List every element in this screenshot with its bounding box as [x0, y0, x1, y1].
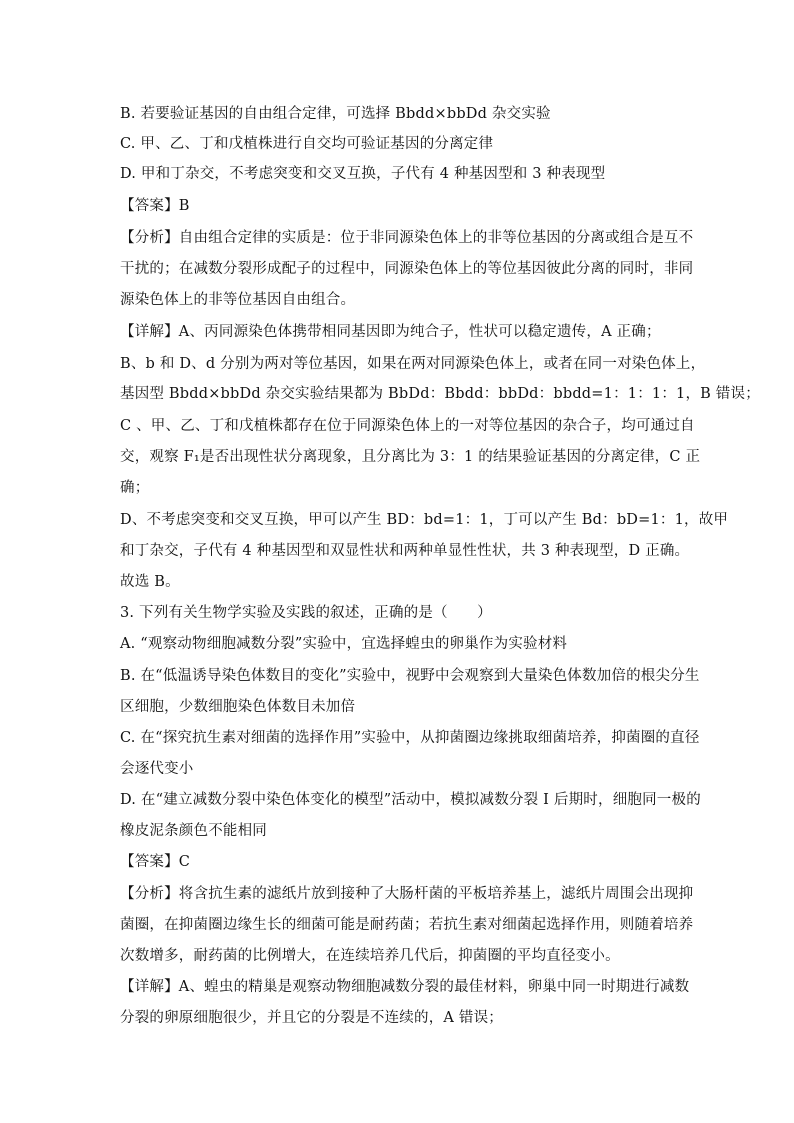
- answer-line: 【答案】B: [120, 198, 190, 214]
- q3-option-c-line-1: C. 在“探究抗生素对细菌的选择作用”实验中，从抑菌圈边缘挑取细菌培养，抑菌圈的直径: [120, 730, 700, 746]
- q3-answer-line: 【答案】C: [120, 854, 191, 870]
- q3-detail-line-1: 【详解】A、蝗虫的精巢是观察动物细胞减数分裂的最佳材料，卵巢中同一时期进行减数: [120, 979, 690, 995]
- detail-line-6: 确；: [120, 480, 150, 496]
- analysis-line-3: 源染色体上的非等位基因自由组合。: [120, 292, 356, 308]
- detail-line-2: B、b 和 D、d 分别为两对等位基因，如果在两对同源染色体上，或者在同一对染色体上，: [120, 356, 706, 372]
- conclusion-line: 故选 B。: [120, 574, 180, 590]
- analysis-line-2: 干扰的；在减数分裂形成配子的过程中，同源染色体上的等位基因彼此分离的同时，非同: [120, 261, 694, 277]
- detail-line-3: 基因型 Bbdd×bbDd 杂交实验结果都为 BbDd：Bbdd：bbDd：bbdd=1：1：1：1，B 错误；: [120, 386, 760, 402]
- detail-line-1: 【详解】A、丙同源染色体携带相同基因即为纯合子，性状可以稳定遗传，A 正确；: [120, 324, 661, 340]
- q3-option-b-line-1: B. 在“低温诱导染色体数目的变化”实验中，视野中会观察到大量染色体数加倍的根尖分生: [120, 668, 700, 684]
- q3-option-c-line-2: 会逐代变小: [120, 761, 194, 777]
- analysis-line-1: 【分析】自由组合定律的实质是：位于非同源染色体上的非等位基因的分离或组合是互不: [120, 230, 694, 246]
- q3-analysis-line-3: 次数增多，耐药菌的比例增大，在连续培养几代后，抑菌圈的平均直径变小。: [120, 948, 620, 964]
- option-d-line: D. 甲和丁杂交，不考虑突变和交叉互换，子代有 4 种基因型和 3 种表现型: [120, 166, 606, 182]
- option-c-line: C. 甲、乙、丁和戊植株进行自交均可验证基因的分离定律: [120, 136, 494, 152]
- q3-option-b-line-2: 区细胞，少数细胞染色体数目未加倍: [120, 699, 356, 715]
- question-3-stem: 3. 下列有关生物学实验及实践的叙述，正确的是（ ）: [120, 605, 492, 621]
- detail-line-7: D、不考虑突变和交叉互换，甲可以产生 BD：bd=1：1，丁可以产生 Bd：bD=1：1，故甲: [120, 512, 729, 528]
- q3-option-d-line-2: 橡皮泥条颜色不能相同: [120, 823, 267, 839]
- q3-analysis-line-1: 【分析】将含抗生素的滤纸片放到接种了大肠杆菌的平板培养基上，滤纸片周围会出现抑: [120, 886, 694, 902]
- detail-line-8: 和丁杂交，子代有 4 种基因型和双显性状和两种单显性性状，共 3 种表现型，D 正确。: [120, 543, 690, 559]
- q3-option-d-line-1: D. 在“建立减数分裂中染色体变化的模型”活动中，模拟减数分裂 I 后期时，细胞同一极的: [120, 792, 701, 808]
- detail-line-4: C 、甲、乙、丁和戊植株都存在位于同源染色体上的一对等位基因的杂合子，均可通过自: [120, 418, 695, 434]
- q3-option-a: A. “观察动物细胞减数分裂”实验中，宜选择蝗虫的卵巢作为实验材料: [120, 636, 568, 652]
- q3-analysis-line-2: 菌圈，在抑菌圈边缘生长的细菌可能是耐药菌；若抗生素对细菌起选择作用，则随着培养: [120, 917, 694, 933]
- detail-line-5: 交，观察 F₁是否出现性状分离现象，且分离比为 3：1 的结果验证基因的分离定律，C 正: [120, 449, 701, 465]
- q3-detail-line-2: 分裂的卵原细胞很少，并且它的分裂是不连续的，A 错误；: [120, 1010, 503, 1026]
- option-b-line: B. 若要验证基因的自由组合定律，可选择 Bbdd×bbDd 杂交实验: [120, 106, 551, 122]
